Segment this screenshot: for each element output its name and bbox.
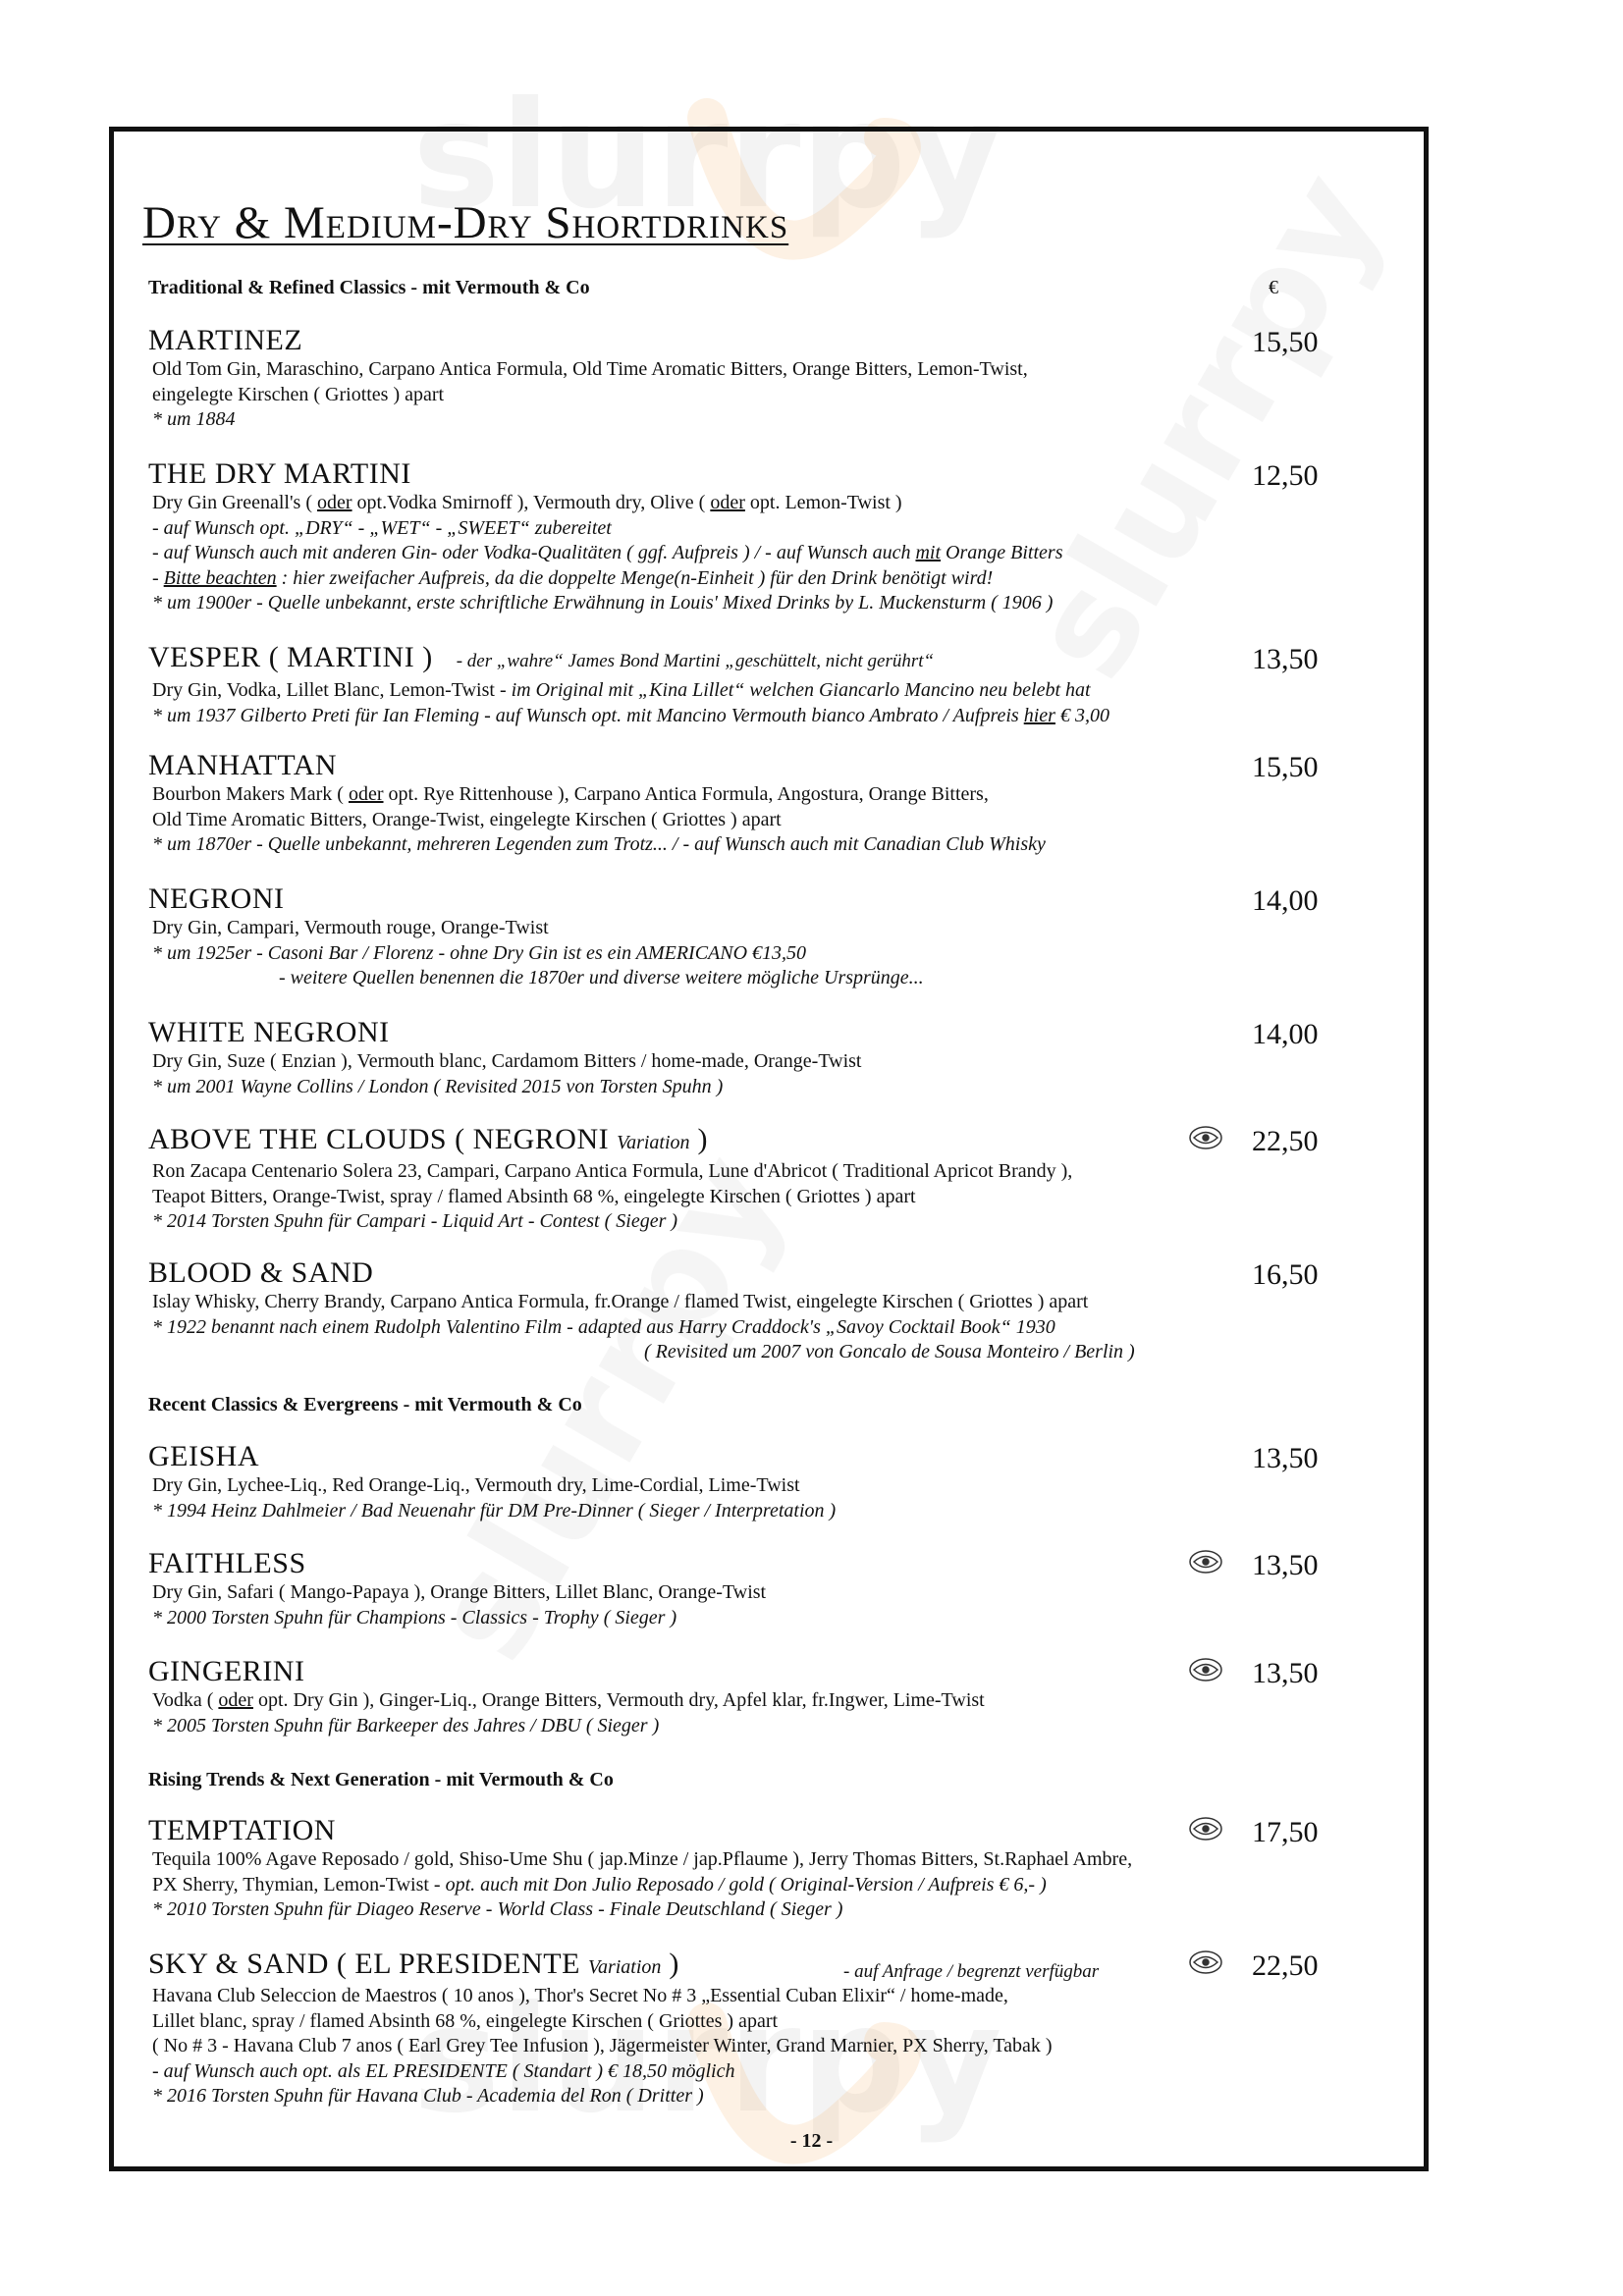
drink-note: * 1994 Heinz Dahlmeier / Bad Neuenahr für DM Pre-Dinner ( Sieger / Interpretation ): [152, 1499, 837, 1522]
drink-note-2: ( Revisited um 2007 von Goncalo de Sousa Monteiro / Berlin ): [644, 1341, 1135, 1362]
drink-price: 22,50: [1252, 1125, 1319, 1157]
award-badge-icon: [1186, 1547, 1225, 1576]
drink-price: 22,50: [1252, 1949, 1319, 1982]
drink-ingredients: Dry Gin, Campari, Vermouth rouge, Orange-Twist: [152, 917, 549, 938]
drink-note-2: * 2016 Torsten Spuhn für Havana Club - Academia del Ron ( Dritter ): [152, 2085, 704, 2107]
drink-ingredients: Dry Gin, Vodka, Lillet Blanc, Lemon-Twist - im Original mit „Kina Lillet“ welchen Giancarlo Mancino neu belebt hat: [152, 679, 1091, 701]
drink-ingredients: Dry Gin, Lychee-Liq., Red Orange-Liq., Vermouth dry, Lime-Cordial, Lime-Twist: [152, 1474, 800, 1496]
drink-note: - auf Wunsch auch opt. als EL PRESIDENTE ( Standart ) € 18,50 möglich: [152, 2059, 735, 2082]
drink-ingredients-3: ( No # 3 - Havana Club 7 anos ( Earl Grey Tee Infusion ), Jägermeister Winter, Grand Marnier, PX Sherry, Tabak ): [152, 2035, 1053, 2056]
drink-price: 17,50: [1252, 1816, 1319, 1848]
drink-ingredients: Islay Whisky, Cherry Brandy, Carpano Antica Formula, fr.Orange / flamed Twist, eingelegte Kirschen ( Griottes ) apart: [152, 1291, 1089, 1312]
drink-name: GEISHA: [148, 1440, 259, 1472]
drink-ingredients: Bourbon Makers Mark ( oder opt. Rye Rittenhouse ), Carpano Antica Formula, Angostura, Orange Bitters,: [152, 783, 989, 805]
section-rising: Rising Trends & Next Generation - mit Vermouth & Co: [148, 1769, 614, 1790]
drink-name: VESPER ( MARTINI ) - der „wahre“ James Bond Martini „geschüttelt, nicht gerührt“: [148, 641, 935, 673]
drink-blood-and-sand: [148, 1256, 1326, 1365]
award-badge-icon: [1186, 1814, 1225, 1843]
drink-sky-and-sand: [148, 1948, 1326, 2109]
drink-price: 13,50: [1252, 1657, 1319, 1689]
drink-name: NEGRONI: [148, 882, 285, 915]
drink-note: * 2005 Torsten Spuhn für Barkeeper des Jahres / DBU ( Sieger ): [152, 1714, 660, 1736]
drink-note-2: - weitere Quellen benennen die 1870er und diverse weitere mögliche Ursprünge...: [279, 967, 924, 988]
drink-manhattan: [148, 749, 1326, 858]
drink-price: 13,50: [1252, 643, 1319, 675]
page-number: - 12 -: [789, 2130, 834, 2152]
drink-note: - auf Wunsch opt. „DRY“ - „WET“ - „SWEET“ zubereitet: [152, 516, 612, 539]
award-badge-icon: [1186, 1123, 1225, 1152]
drink-name: WHITE NEGRONI: [148, 1016, 390, 1048]
drink-ingredients-2: Old Time Aromatic Bitters, Orange-Twist, eingelegte Kirschen ( Griottes ) apart: [152, 808, 782, 830]
drink-geisha: [148, 1440, 1326, 1523]
drink-ingredients: Dry Gin, Safari ( Mango-Papaya ), Orange Bitters, Lillet Blanc, Orange-Twist: [152, 1581, 767, 1603]
drink-note: * um 1937 Gilberto Preti für Ian Fleming - auf Wunsch opt. mit Mancino Vermouth bianco Ambrato / Aufpreis hier € 3,00: [152, 704, 1109, 726]
drink-name: FAITHLESS: [148, 1547, 306, 1579]
award-badge-icon: [1186, 1948, 1225, 1977]
drink-martinez: [148, 324, 1326, 433]
drink-ingredients: Dry Gin, Suze ( Enzian ), Vermouth blanc, Cardamom Bitters / home-made, Orange-Twist: [152, 1050, 862, 1072]
drink-ingredients: Vodka ( oder opt. Dry Gin ), Ginger-Liq., Orange Bitters, Vermouth dry, Apfel klar, fr.Ingwer, Lime-Twist: [152, 1689, 985, 1711]
drink-price: 16,50: [1252, 1258, 1319, 1291]
drink-price: 12,50: [1252, 459, 1319, 492]
section-recent: Recent Classics & Evergreens - mit Vermouth & Co: [148, 1394, 582, 1415]
drink-negroni: [148, 882, 1326, 991]
drink-name: ABOVE THE CLOUDS ( NEGRONI Variation ): [148, 1123, 709, 1155]
availability-note: - auf Anfrage / begrenzt verfügbar: [843, 1961, 1100, 1982]
drink-white-negroni: [148, 1016, 1326, 1099]
drink-note: * 2010 Torsten Spuhn für Diageo Reserve - World Class - Finale Deutschland ( Sieger ): [152, 1898, 843, 1920]
drink-above-the-clouds: [148, 1123, 1326, 1235]
drink-name: SKY & SAND ( EL PRESIDENTE Variation ) - auf Anfrage / begrenzt verfügbar: [148, 1948, 1326, 1984]
drink-ingredients: Old Tom Gin, Maraschino, Carpano Antica Formula, Old Time Aromatic Bitters, Orange Bitters, Lemon-Twist,: [152, 358, 1028, 380]
drink-note: * um 2001 Wayne Collins / London ( Revisited 2015 von Torsten Spuhn ): [152, 1075, 724, 1097]
drink-gingerini: [148, 1655, 1326, 1738]
drink-price: 13,50: [1252, 1549, 1319, 1581]
drink-price: 13,50: [1252, 1442, 1319, 1474]
drink-note: * 2014 Torsten Spuhn für Campari - Liquid Art - Contest ( Sieger ): [152, 1210, 678, 1232]
drink-name: MARTINEZ: [148, 324, 303, 356]
drink-price: 14,00: [1252, 884, 1319, 917]
drink-name: TEMPTATION: [148, 1814, 336, 1846]
award-badge-icon: [1186, 1655, 1225, 1684]
drink-ingredients-2: Teapot Bitters, Orange-Twist, spray / flamed Absinth 68 %, eingelegte Kirschen ( Griottes ) apart: [152, 1185, 916, 1207]
drink-price: 14,00: [1252, 1018, 1319, 1050]
drink-name: GINGERINI: [148, 1655, 305, 1687]
drink-note-2: - auf Wunsch auch mit anderen Gin- oder Vodka-Qualitäten ( ggf. Aufpreis ) / - auf Wunsch auch mit Orange Bitters: [152, 542, 1063, 563]
drink-note: * um 1884: [152, 408, 236, 430]
currency-symbol: €: [1269, 277, 1278, 298]
drink-ingredients-2: PX Sherry, Thymian, Lemon-Twist - opt. auch mit Don Julio Reposado / gold ( Original-Version / Aufpreis € 6,- ): [152, 1873, 1047, 1896]
drink-note: * um 1925er - Casoni Bar / Florenz - ohne Dry Gin ist es ein AMERICANO €13,50: [152, 941, 807, 964]
drink-temptation: [148, 1814, 1326, 1923]
drink-note: * 1922 benannt nach einem Rudolph Valentino Film - adapted aus Harry Craddock's „Savoy Cocktail Book“ 1930: [152, 1315, 1055, 1338]
drink-name: BLOOD & SAND: [148, 1256, 374, 1289]
drink-price: 15,50: [1252, 751, 1319, 783]
drink-ingredients: Ron Zacapa Centenario Solera 23, Campari, Carpano Antica Formula, Lune d'Abricot ( Traditional Apricot Brandy ),: [152, 1160, 1073, 1182]
drink-ingredients: Tequila 100% Agave Reposado / gold, Shiso-Ume Shu ( jap.Minze / jap.Pflaume ), Jerry Thomas Bitters, St.Raphael Ambre,: [152, 1848, 1133, 1870]
drink-note-3: - Bitte beachten : hier zweifacher Aufpreis, da die doppelte Menge(n-Einheit ) für den Drink benötigt wird!: [152, 566, 994, 589]
drink-faithless: [148, 1547, 1326, 1630]
drink-price: 15,50: [1252, 326, 1319, 358]
drink-ingredients-2: eingelegte Kirschen ( Griottes ) apart: [152, 383, 445, 405]
page-title: Dry & Medium-Dry Shortdrinks: [142, 197, 789, 248]
drink-note-4: * um 1900er - Quelle unbekannt, erste schriftliche Erwähnung in Louis' Mixed Drinks by L. Muckensturm ( 1906 ): [152, 592, 1054, 614]
drink-note: * 2000 Torsten Spuhn für Champions - Classics - Trophy ( Sieger ): [152, 1606, 677, 1629]
drink-the-dry-martini: [148, 457, 1326, 616]
drink-ingredients-2: Lillet blanc, spray / flamed Absinth 68 %, eingelegte Kirschen ( Griottes ) apart: [152, 2009, 779, 2032]
drink-note: * um 1870er - Quelle unbekannt, mehreren Legenden zum Trotz... / - auf Wunsch auch mit Canadian Club Whisky: [152, 833, 1046, 855]
drink-ingredients: Dry Gin Greenall's ( oder opt.Vodka Smirnoff ), Vermouth dry, Olive ( oder opt. Lemon-Twist ): [152, 492, 902, 513]
drink-name: THE DRY MARTINI: [148, 457, 411, 490]
drink-vesper: [148, 641, 1326, 728]
drink-name: MANHATTAN: [148, 749, 338, 781]
drink-ingredients: Havana Club Seleccion de Maestros ( 10 anos ), Thor's Secret No # 3 „Essential Cuban Elixir“ / home-made,: [152, 1985, 1008, 2006]
section-traditional: Traditional & Refined Classics - mit Vermouth & Co: [148, 277, 590, 298]
